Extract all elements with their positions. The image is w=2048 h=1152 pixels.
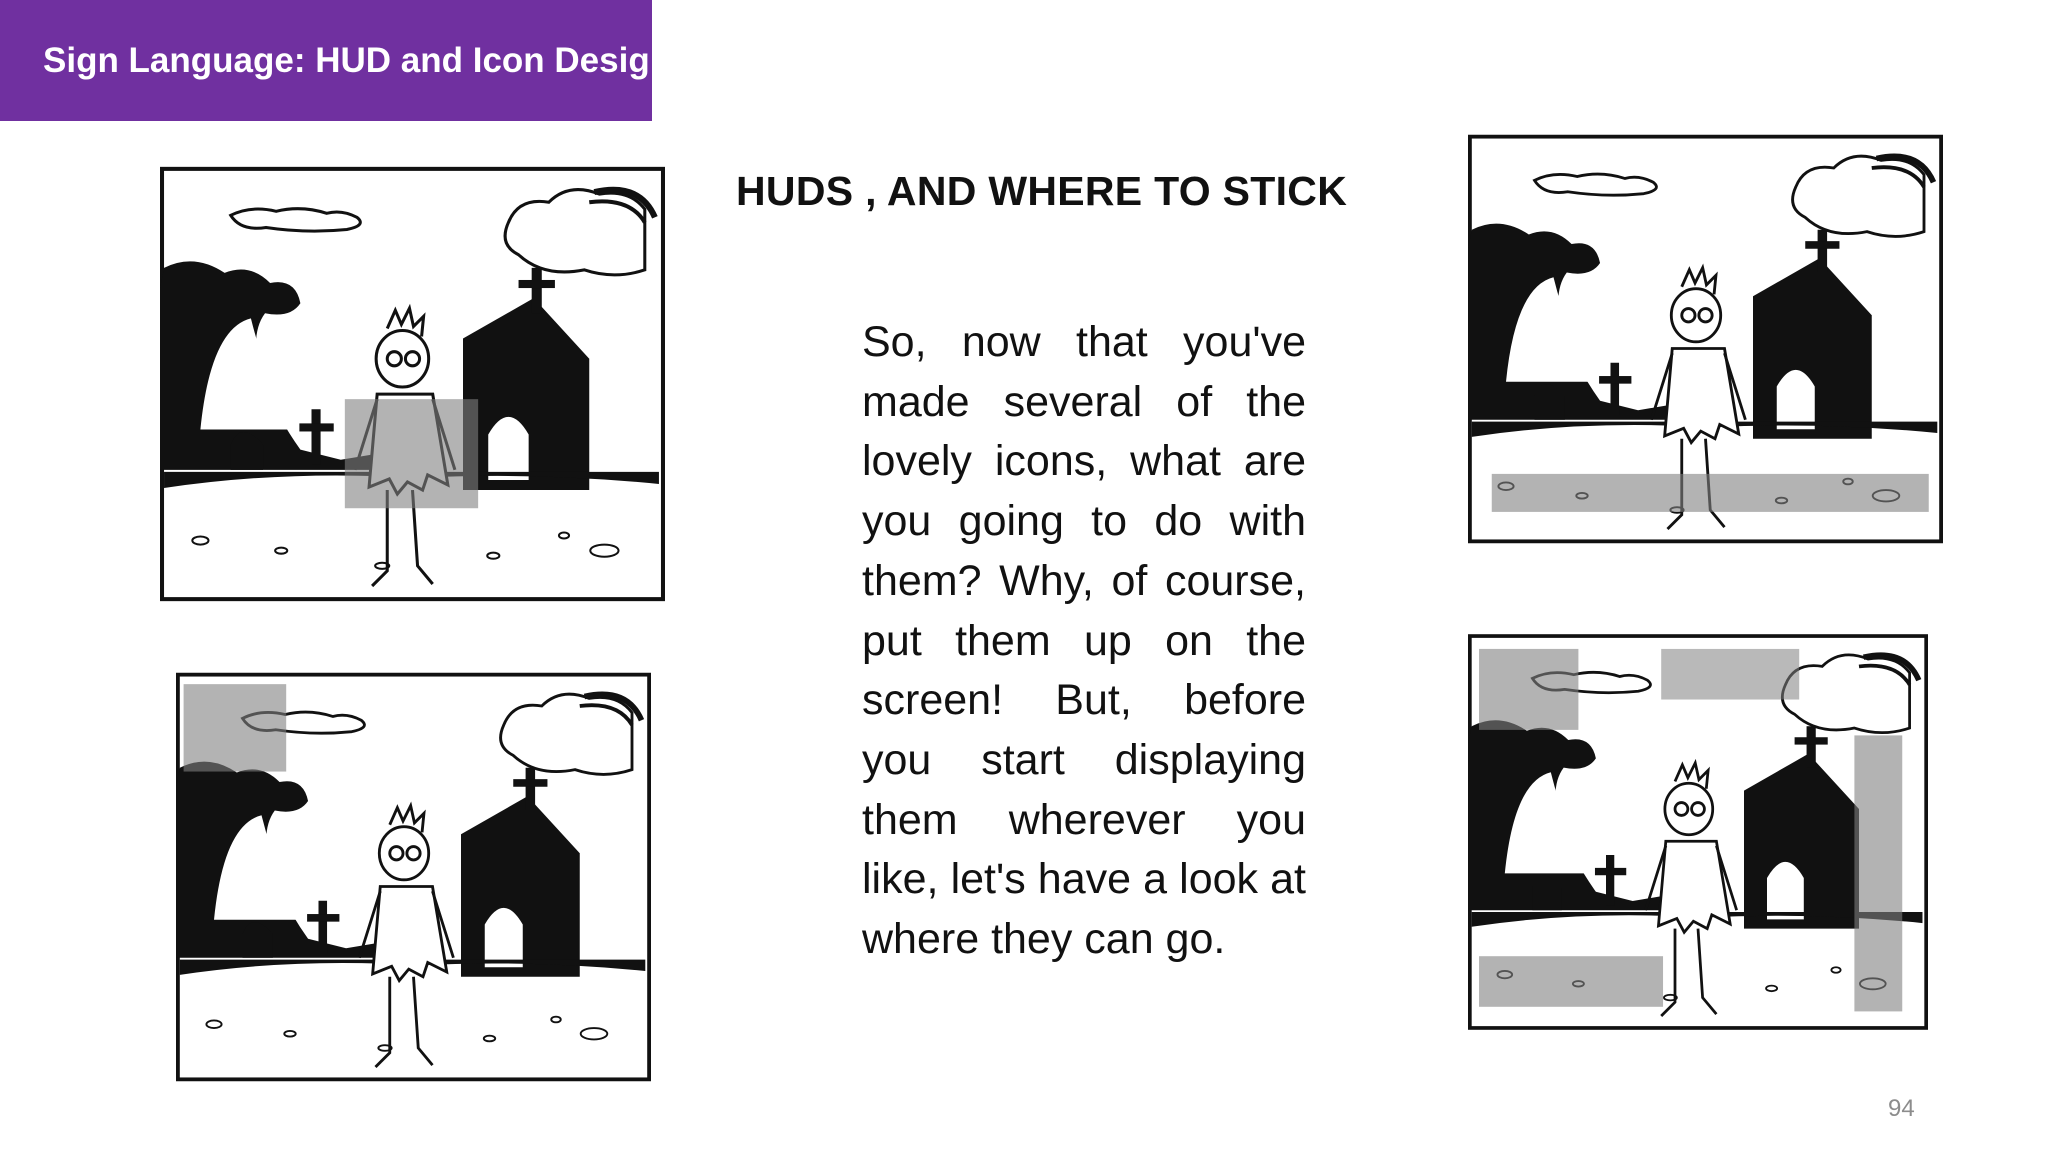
header-bar [0, 0, 672, 121]
hud-region-overlay [1479, 956, 1663, 1007]
hud-region-overlay [1479, 649, 1578, 730]
page-number: 94 [1888, 1095, 1915, 1122]
zombie-illustration-icon [1468, 632, 1928, 1032]
hud-region-overlay [184, 684, 287, 771]
header-title: Sign Language: HUD and Icon Design [43, 40, 672, 80]
panel-center-hud [160, 164, 665, 604]
panel-multi-region-hud [1468, 632, 1928, 1032]
panel-bottom-bar-hud [1468, 134, 1943, 544]
hud-region-overlay [1492, 474, 1929, 512]
hud-region-overlay [1854, 735, 1902, 1011]
hud-region-overlay [345, 399, 478, 508]
section-heading: HUDS , AND WHERE TO STICK [736, 168, 1348, 214]
hud-region-overlay [1661, 649, 1799, 700]
panel-corner-hud [176, 672, 651, 1082]
zombie-illustration-icon [160, 164, 665, 604]
zombie-illustration-icon [176, 672, 651, 1082]
body-text: So, now that you've made several of the lovely icons, what are you going to do with them? Why, of course, put them up on the screen! But, before you start displaying them wherever you like, let's have a look at where they can go. [862, 318, 1306, 964]
zombie-illustration-icon [1468, 134, 1943, 544]
